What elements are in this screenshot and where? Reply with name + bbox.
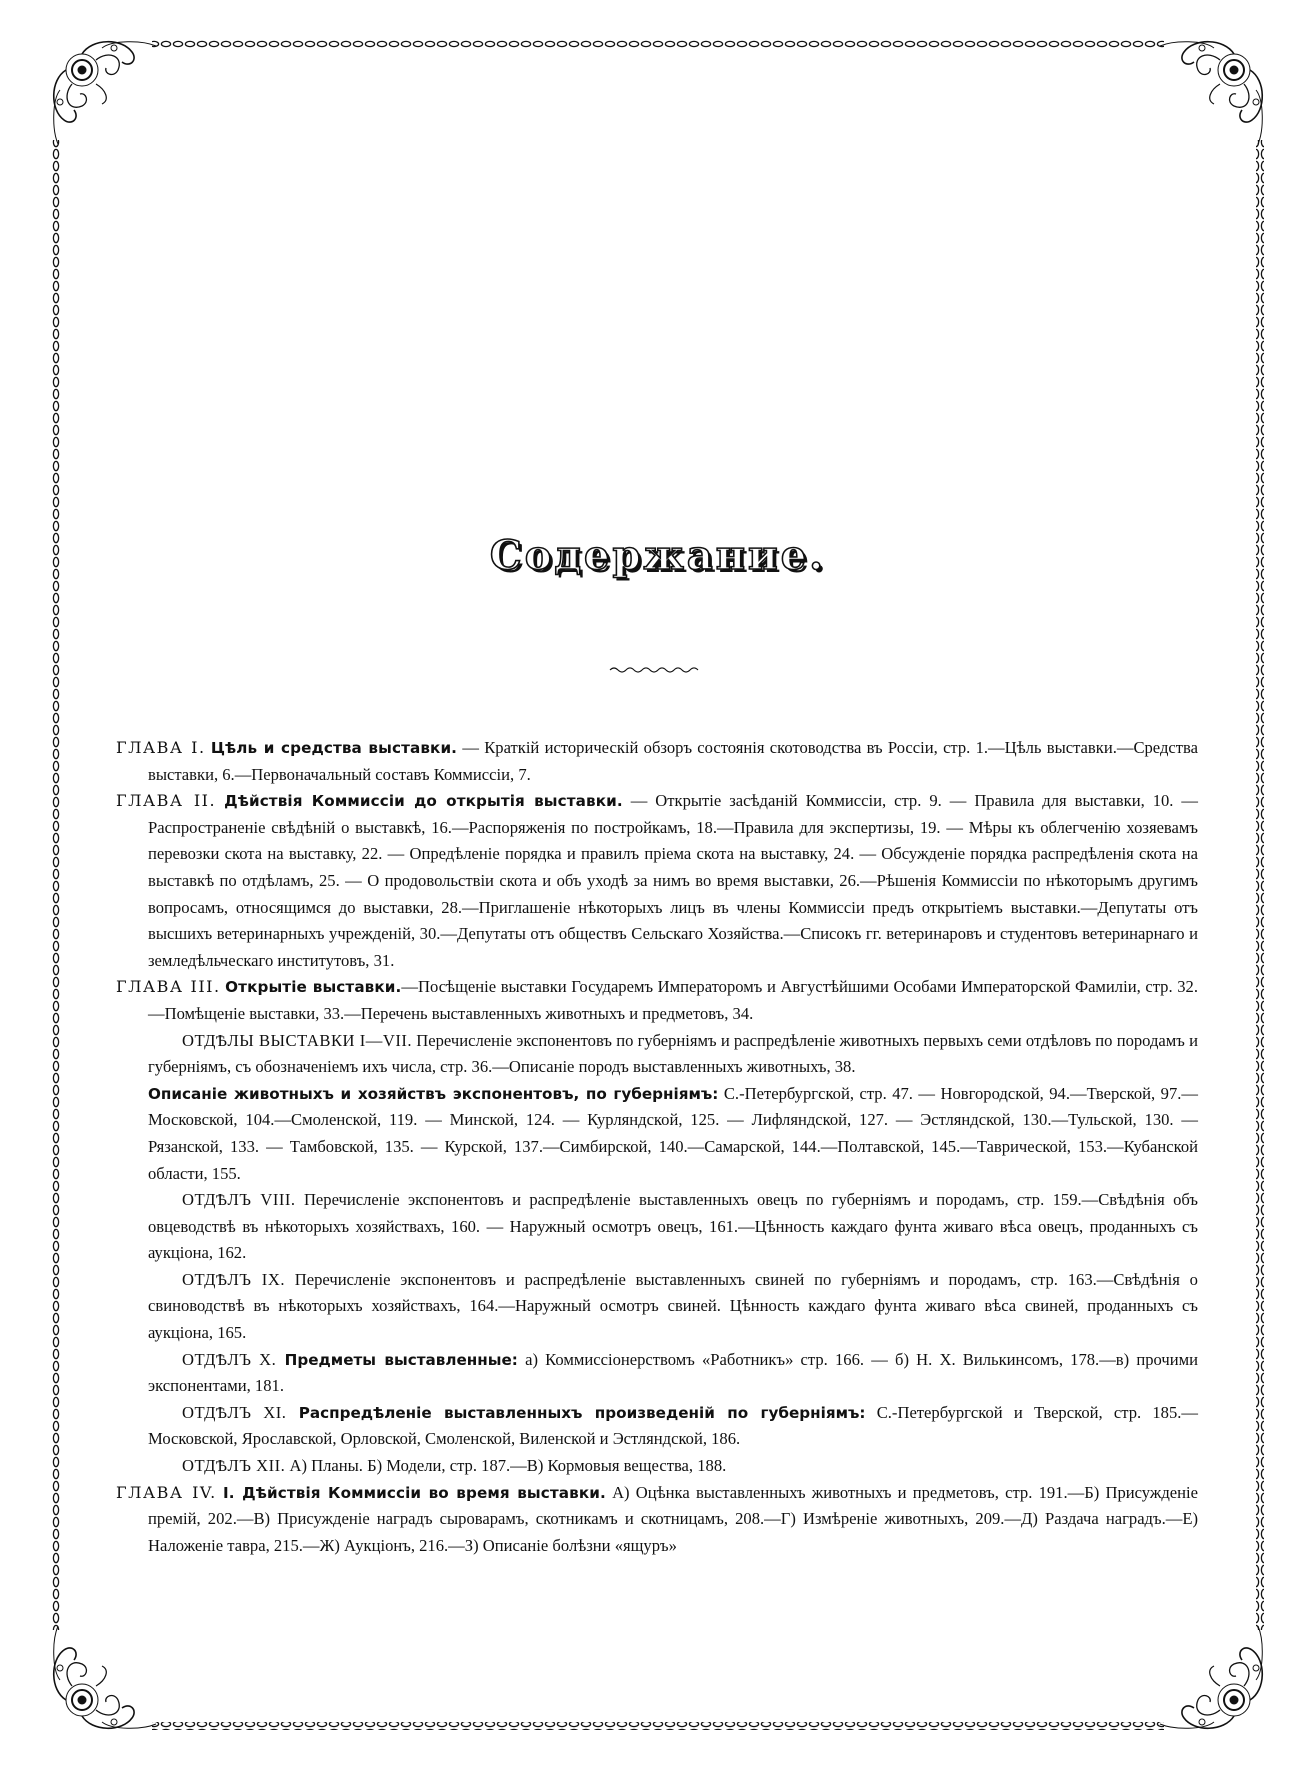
toc-entry-chapter-1 bbox=[116, 735, 1198, 788]
section-contents: а) Коммиссіонерствомъ «Работникъ» стр. 166. — б) Н. Х. Вилькинсомъ, 178.—в) прочими экспонентами, 181. bbox=[148, 1349, 1198, 1396]
toc-entry-descriptions bbox=[116, 1081, 1198, 1187]
toc-entry-section-8 bbox=[116, 1187, 1198, 1267]
table-of-contents bbox=[116, 735, 1198, 1559]
chapter-title: I. Дѣйствія Коммиссіи во время выставки. bbox=[223, 1483, 606, 1502]
section-contents: С.-Петербургской и Тверской, стр. 185.—Московской, Ярославской, Орловской, Смоленской, Виленской и Эстляндской, 186. bbox=[148, 1402, 1198, 1449]
chapter-contents: —Посѣщеніе выставки Государемъ Императоромъ и Августѣйшими Особами Императорской Фамиліи, стр. 32.—Помѣщеніе выставки, 33.—Перечень выставленныхъ животныхъ и предметовъ, 34. bbox=[148, 977, 1198, 1023]
section-label: ОТДѢЛЪ XI. bbox=[182, 1402, 287, 1422]
chapter-title: Дѣйствія Коммиссіи до открытія выставки. bbox=[224, 792, 623, 811]
chapter-contents: — Краткій историческій обзоръ состоянія скотоводства въ Россіи, стр. 1.—Цѣль выставки.—Средства выставки, 6.—Первоначальный составъ Коммиссіи, 7. bbox=[148, 738, 1198, 784]
toc-entry-section-10 bbox=[116, 1347, 1198, 1400]
toc-entry-chapter-4 bbox=[116, 1480, 1198, 1560]
chapter-contents: — Открытіе засѣданій Коммиссіи, стр. 9. — Правила для выставки, 10. — Распространеніе свѣдѣній о выставкѣ, 16.—Распоряженія по постройкамъ, 18.—Правила для экспертизы, 19. — Мѣры къ облегченію хозяевамъ перевозки скота на выставку, 22. — Опредѣленіе порядка и правилъ пріема скота на выставку, 24. — Обсужденіе порядка распредѣленія скота на выставкѣ по отдѣламъ, 25. — О продовольствіи скота и объ уходѣ за нимъ во время выставки, 26.—Рѣшенія Коммиссіи по нѣкоторымъ другимъ вопросамъ, относящимся до выставки, 28.—Приглашеніе нѣкоторыхъ лицъ въ члены Коммиссіи предъ открытіемъ выставки.—Депутаты отъ высшихъ ветеринарныхъ учрежденій, 30.—Депутаты отъ обществъ Сельскаго Хозяйства.—Списокъ гг. ветеринаровъ и студентовъ ветеринарнаго и земледѣльческаго институтовъ, 31. bbox=[148, 791, 1198, 970]
page-title: Содержание. bbox=[489, 532, 827, 579]
toc-entry-chapter-3 bbox=[116, 974, 1198, 1027]
section-contents: Перечисленіе экспонентовъ по губерніямъ и распредѣленіе животныхъ первыхъ семи отдѣловъ по породамъ и губерніямъ, съ обозначеніемъ ихъ числа, стр. 36.—Описаніе породъ выставленныхъ животныхъ, 38. bbox=[148, 1030, 1198, 1077]
section-label: ОТДѢЛЪ XII. bbox=[182, 1456, 286, 1476]
section-label: ОТДѢЛЪ VIII. bbox=[182, 1190, 296, 1210]
section-label: ОТДѢЛЪ X. bbox=[182, 1349, 277, 1369]
section-title: Описаніе животныхъ и хозяйствъ экспонентовъ, по губерніямъ: bbox=[148, 1084, 719, 1103]
section-label: ОТДѢЛЪ IX. bbox=[182, 1269, 285, 1289]
chapter-label: ГЛАВА IV. bbox=[116, 1482, 217, 1502]
chapter-contents: А) Оцѣнка выставленныхъ животныхъ и предметовъ, стр. 191.—Б) Присужденіе премій, 202.—В) Присужденіе наградъ сыроварамъ, скотникамъ и скотницамъ, 208.—Г) Измѣреніе животныхъ, 209.—Д) Раздача наградъ.—Е) Наложеніе тавра, 215.—Ж) Аукціонъ, 216.—З) Описаніе болѣзни «ящуръ» bbox=[148, 1482, 1198, 1555]
toc-entry-section-9 bbox=[116, 1267, 1198, 1347]
chapter-label: ГЛАВА I. bbox=[116, 738, 206, 757]
chapter-title: Открытіе выставки. bbox=[225, 978, 402, 997]
toc-entry-section-11 bbox=[116, 1400, 1198, 1453]
title-flourish bbox=[608, 664, 700, 676]
section-title: Предметы выставленные: bbox=[276, 1350, 518, 1369]
section-contents: Перечисленіе экспонентовъ и распредѣленіе выставленныхъ овецъ по губерніямъ и породамъ, стр. 159.—Свѣдѣнія объ овцеводствѣ въ нѣкоторыхъ хозяйствахъ, 160. — Наружный осмотръ овецъ, 161.—Цѣнность каждаго фунта живаго вѣса овецъ, проданныхъ съ аукціона, 162. bbox=[148, 1190, 1198, 1263]
section-title: Распредѣленіе выставленныхъ произведеній по губерніямъ: bbox=[286, 1403, 866, 1422]
toc-entry-section-12 bbox=[116, 1453, 1198, 1480]
section-contents: А) Планы. Б) Модели, стр. 187.—В) Кормовыя вещества, 188. bbox=[285, 1456, 727, 1476]
chapter-label: ГЛАВА III. bbox=[116, 977, 221, 997]
section-contents: Перечисленіе экспонентовъ и распредѣленіе выставленныхъ свиней по губерніямъ и породамъ, стр. 163.—Свѣдѣнія о свиноводствѣ въ нѣкоторыхъ хозяйствахъ, 164.—Наружный осмотръ свиней. Цѣнность каждаго фунта живаго вѣса свиней, проданныхъ съ аукціона, 165. bbox=[148, 1269, 1198, 1343]
section-contents: С.-Петербургской, стр. 47. — Новгородской, 94.—Тверской, 97.—Московской, 104.—Смоленской, 119. — Минской, 124. — Курляндской, 125. — Лифляндской, 127. — Эстляндской, 130.—Тульской, 130. — Рязанской, 133. — Тамбовской, 135. — Курской, 137.—Симбирской, 140.—Самарской, 144.—Полтавской, 145.—Таврической, 153.—Кубанской области, 155. bbox=[148, 1083, 1198, 1183]
toc-entry-sections-1-7 bbox=[116, 1028, 1198, 1081]
toc-entry-chapter-2 bbox=[116, 788, 1198, 974]
chapter-title: Цѣль и средства выставки. bbox=[210, 739, 458, 757]
chapter-label: ГЛАВА II. bbox=[116, 791, 217, 811]
section-label: ОТДѢЛЫ ВЫСТАВКИ I—VII. bbox=[182, 1030, 413, 1050]
